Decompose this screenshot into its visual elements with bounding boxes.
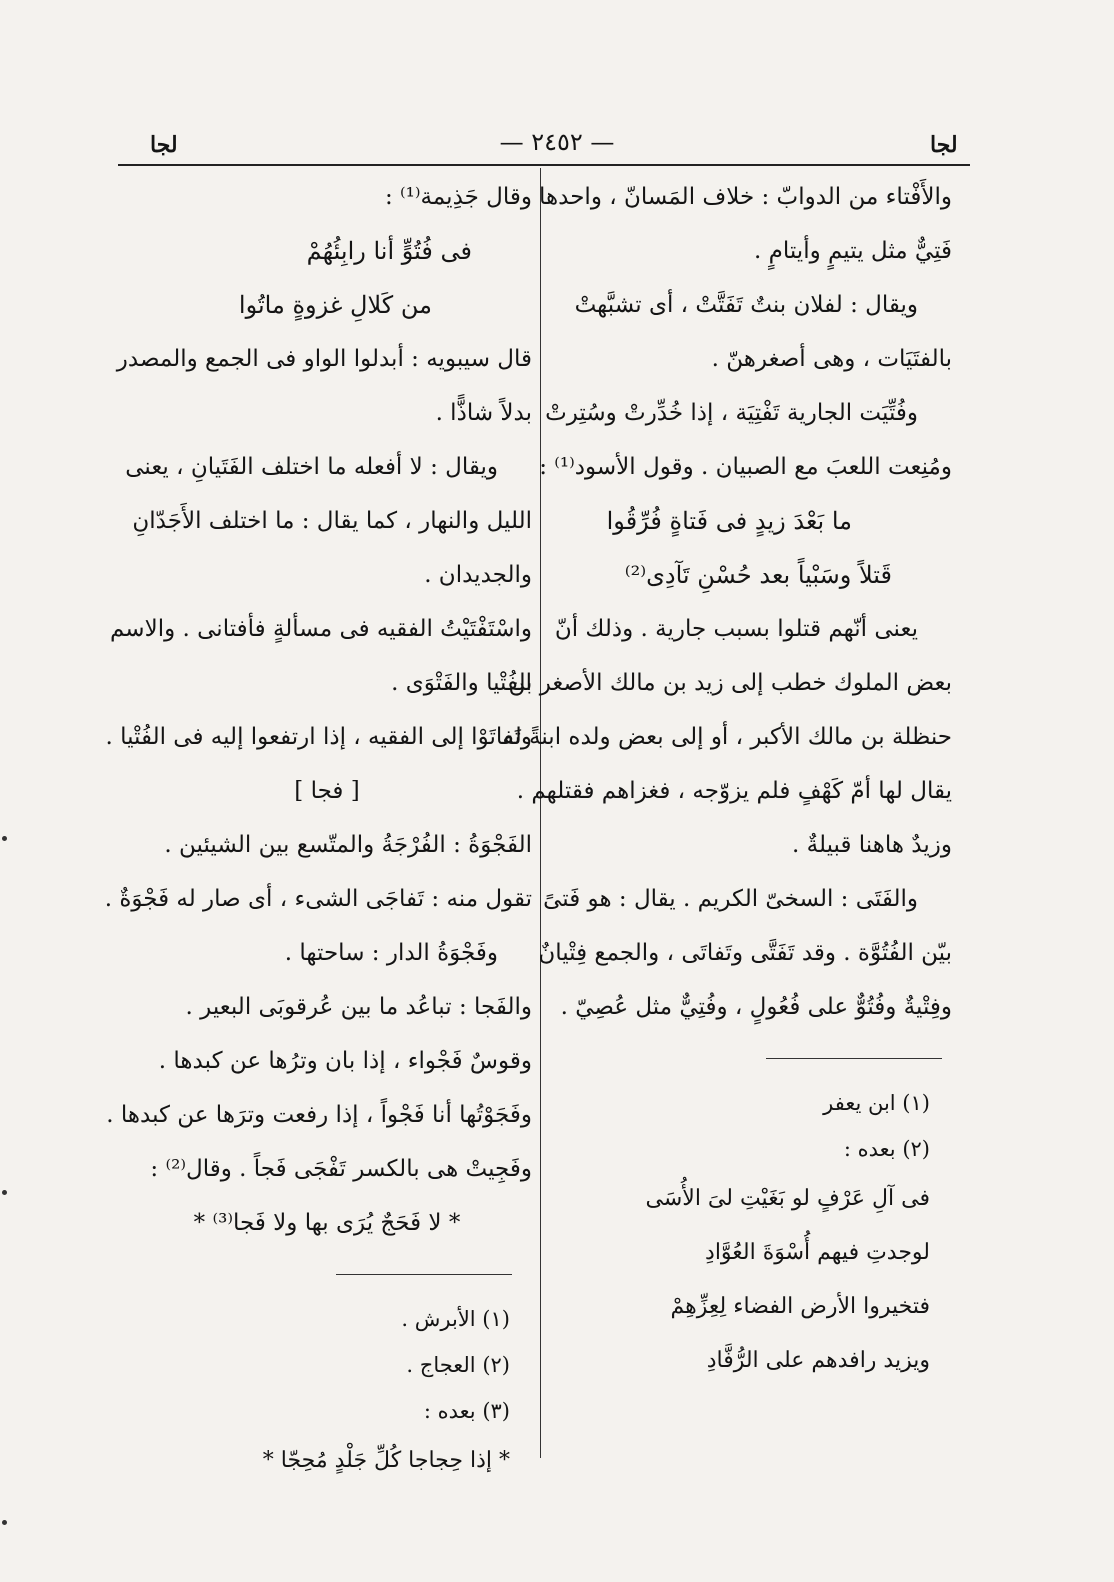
text-line: ويقال : لفلان بنتٌ تَفَتَّتْ ، أى تشبَّهتْ <box>574 292 918 318</box>
text-line: وتَفاتَوْا إلى الفقيه ، إذا ارتفعوا إليه فى الفُتْيا . <box>105 724 532 750</box>
footnote-verse-line: ويزيد رافدهم على الرُّفَّادِ <box>706 1348 930 1373</box>
footnote: (٢) بعده : <box>843 1137 930 1161</box>
margin-speck <box>2 1520 7 1525</box>
text-line: الفَجْوَةُ : الفُرْجَةُ والمتّسع بين الشيئين . <box>164 832 532 858</box>
left-column <box>104 170 532 1488</box>
text-line: والفَجا : تباعُد ما بين عُرقوبَى البعير . <box>185 994 532 1020</box>
text-line: والفَتَى : السخىّ الكريم . يقال : هو فَتىً <box>543 886 918 912</box>
text-line: وفَجِيتْ هى بالكسر تَفْجَى فَجاً . وقال⁽²⁾ : <box>150 1156 532 1182</box>
text-line: ويقال : لا أفعله ما اختلف الفَتَيانِ ، يعنى <box>125 454 498 480</box>
footnote-rule <box>122 1266 532 1280</box>
text-line: بيّن الفُتُوَّة . وقد تَفَتَّى وتَفاتَى ، والجمع فِتْيانٌ <box>538 940 952 966</box>
text-line: الفُتْيا والفَتْوَى . <box>391 670 532 696</box>
text-line: حنظلة بن مالك الأكبر ، أو إلى بعض ولده ابنةً له <box>502 724 952 750</box>
page-number: — ٢٤٥٢ — <box>499 128 615 156</box>
text-line: فَتِيٌّ مثل يتيمٍ وأيتامٍ . <box>753 238 952 264</box>
section-heading: [ فجا ] <box>294 778 360 804</box>
text-line: بالفتَيَات ، وهى أصغرهنّ . <box>711 346 952 372</box>
verse-line: ما بَعْدَ زيدٍ فى فَتاةٍ فُرِّقُوا <box>606 507 852 535</box>
text-line: والجديدان . <box>424 562 532 588</box>
footnote-verse-line: * إذا حِجاجا كُلِّ جَلْدٍ مُحِجّا * <box>262 1448 510 1473</box>
verse-line: من كَلالِ غزوةٍ ماتُوا <box>238 291 432 319</box>
footnote: (٣) بعده : <box>423 1399 510 1423</box>
margin-speck <box>2 836 7 841</box>
text-line: والأَفْتاء من الدوابّ : خلاف المَسانّ ، واحدها <box>539 184 952 210</box>
header-rule <box>118 164 970 166</box>
footnote: (١) ابن يعفر <box>823 1091 930 1115</box>
footnote-verse-line: فى آلِ عَرْفٍ لو بَغَيْتِ لىَ الأُسَى <box>645 1186 930 1211</box>
running-head-left: لجا <box>150 132 178 158</box>
verse-line: * لا فَحَجٌ يُرَى بها ولا فَجا⁽³⁾ * <box>193 1210 461 1236</box>
footnote: (١) الأبرش . <box>401 1307 510 1331</box>
text-line: بدلاً شاذًّا . <box>435 400 532 426</box>
text-line: يعنى أنّهم قتلوا بسبب جارية . وذلك أنّ <box>554 616 918 642</box>
verse-line: قَتلاً وسَبْياً بعد حُسْنِ تَآدِى⁽²⁾ <box>624 561 892 589</box>
right-column <box>502 170 952 1388</box>
text-line: وفَجْوَةُ الدار : ساحتها . <box>284 940 498 966</box>
text-line: قال سيبويه : أبدلوا الواو فى الجمع والمصدر <box>116 346 532 372</box>
text-line: الليل والنهار ، كما يقال : ما اختلف الأَجَدّانِ <box>132 508 532 534</box>
footnote-rule <box>552 1050 952 1064</box>
text-line: يقال لها أمّ كَهْفٍ فلم يزوّجه ، فغزاهم فقتلهم . <box>516 778 952 804</box>
footnote-verse-line: لوجدتِ فيهم أُسْوَةَ العُوَّادِ <box>705 1240 930 1265</box>
text-line: تقول منه : تَفاجَى الشىء ، أى صار له فَجْوَةٌ . <box>104 886 532 912</box>
margin-speck <box>2 1190 7 1195</box>
footnote-verse-line: فتخيروا الأرض الفضاء لِعِزِّهِمْ <box>670 1294 930 1319</box>
text-line: وقوسٌ فَجْواء ، إذا بان وترُها عن كبدها . <box>158 1048 532 1074</box>
footnote: (٢) العجاج . <box>406 1353 510 1377</box>
text-line: ومُنِعت اللعبَ مع الصبيان . وقول الأسود⁽¹⁾ : <box>539 454 952 480</box>
text-line: وفَجَوْتُها أنا فَجْواً ، إذا رفعت وترَها عن كبدها . <box>106 1102 532 1128</box>
verse-line: فى فُتُوٍّ أنا رابِئُهُمْ <box>306 237 472 265</box>
text-line: بعض الملوك خطب إلى زيد بن مالك الأصغر بن <box>508 670 952 696</box>
text-line: واسْتَفْتَيْتُ الفقيه فى مسألةٍ فأفتانى . والاسم <box>110 616 532 642</box>
text-line: وفِتْيةٌ وفُتُوٌّ على فُعُولٍ ، وفُتِيٌّ مثل عُصِيّ . <box>560 994 952 1020</box>
text-line: وفُتِّيَت الجارية تَفْتِيَة ، إذا خُدِّرتْ وسُتِرتْ <box>545 400 918 426</box>
text-line: وزيدٌ هاهنا قبيلةٌ . <box>792 832 952 858</box>
text-line: وقال جَذِيمة⁽¹⁾ : <box>384 184 532 210</box>
running-head-right: لجا <box>930 132 958 158</box>
